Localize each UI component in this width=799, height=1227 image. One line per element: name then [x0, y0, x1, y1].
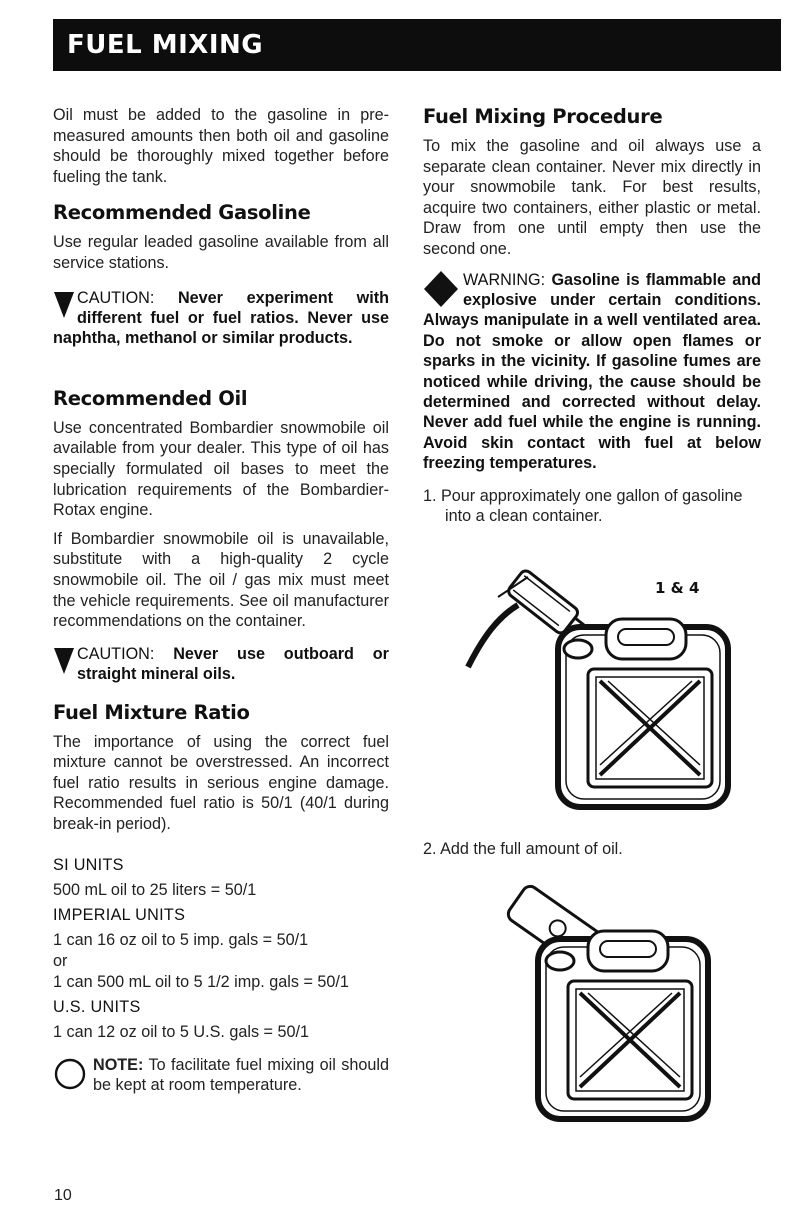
us-units-heading: U.S. UNITS: [53, 997, 141, 1016]
units-block: [53, 855, 389, 1043]
caution-triangle-icon: [53, 646, 75, 676]
gasoline-warning: [423, 270, 761, 474]
fuel-mixing-procedure-heading: Fuel Mixing Procedure: [423, 105, 663, 128]
step-1-text: 1. Pour approximately one gallon of gasoline into a clean container.: [423, 486, 743, 526]
recommended-oil-heading: Recommended Oil: [53, 386, 248, 410]
caution-label: CAUTION:: [77, 644, 155, 663]
recommended-gasoline-heading: Recommended Gasoline: [53, 201, 311, 225]
fuel-mixing-procedure-text: To mix the gasoline and oil always use a separate clean container. Never mix directly in your snowmobile tank. For best results, acquire two containers, either plastic or metal. Draw from one until empty then use the second one.: [423, 137, 761, 258]
recommended-gasoline-text: Use regular leaded gasoline available from all service stations.: [53, 233, 389, 272]
oil-caution: [53, 644, 389, 685]
warning-text: Gasoline is flammable and explosive under certain conditions. Always manipulate in a well ventilated area. Do not smoke or allow open flames or sparks in the vicinity. If gasoline fumes are noticed while driving, the cause should be determined and corrected without delay. Never add fuel while the engine is running. Avoid skin contact with fuel at below freezing temperatures.: [423, 270, 762, 473]
imperial-units-line-2: 1 can 500 mL oil to 5 1/2 imp. gals = 50/1: [53, 972, 349, 991]
imperial-units-or: or: [53, 951, 68, 970]
jerry-can-with-oil-bottle-icon: [478, 879, 738, 1129]
figure-1-label: 1 & 4: [655, 578, 700, 597]
si-units-heading: SI UNITS: [53, 855, 124, 874]
page-title: FUEL MIXING: [53, 19, 781, 71]
right-column: [423, 105, 761, 1129]
imperial-units-line-1: 1 can 16 oz oil to 5 imp. gals = 50/1: [53, 930, 309, 949]
recommended-oil-text-1: Use concentrated Bombardier snowmobile oil available from your dealer. This type of oil has specially formulated oil bases to meet the lubrication requirements of the Bombardier-Rotax engine.: [53, 418, 389, 520]
note-text: To facilitate fuel mixing oil should be kept at room temperature.: [93, 1055, 389, 1095]
note-circle-icon: [53, 1057, 87, 1091]
left-column: [53, 105, 389, 1096]
figure-add-oil: [423, 879, 761, 1129]
intro-paragraph: Oil must be added to the gasoline in pre-measured amounts then both oil and gasoline should be thoroughly mixed together before fueling the tank.: [53, 106, 389, 186]
page-number: 10: [54, 1187, 72, 1204]
fuel-mixture-ratio-text: The importance of using the correct fuel mixture cannot be overstressed. An incorrect fuel ratio results in serious engine damage. Recommended fuel ratio is 50/1 (40/1 during break-in period).: [53, 732, 389, 833]
caution-text: Never use outboard or straight mineral oils.: [77, 644, 389, 684]
imperial-units-heading: IMPERIAL UNITS: [53, 905, 186, 924]
step-2-text: 2. Add the full amount of oil.: [423, 839, 623, 858]
us-units-line: 1 can 12 oz oil to 5 U.S. gals = 50/1: [53, 1022, 310, 1041]
note-label: NOTE:: [93, 1055, 144, 1074]
fuel-mixture-ratio-heading: Fuel Mixture Ratio: [53, 700, 250, 724]
gasoline-caution: [53, 288, 389, 349]
warning-diamond-icon: [423, 270, 459, 308]
caution-label: CAUTION:: [77, 288, 155, 307]
recommended-oil-text-2: If Bombardier snowmobile oil is unavailable, substitute with a high-quality 2 cycle snowmobile oil. The oil / gas mix must meet the vehicle requirements. See oil manufacturer recommendations on the container.: [53, 529, 389, 631]
figure-pour-gasoline: [423, 557, 761, 817]
caution-text: Never experiment with different fuel or fuel ratios. Never use naphtha, methanol or similar products.: [53, 288, 389, 348]
jerry-can-with-pump-nozzle-icon: [438, 557, 748, 817]
warning-label: WARNING:: [463, 270, 546, 289]
si-units-line: 500 mL oil to 25 liters = 50/1: [53, 880, 257, 899]
caution-triangle-icon: [53, 290, 75, 320]
room-temperature-note: [53, 1055, 389, 1096]
